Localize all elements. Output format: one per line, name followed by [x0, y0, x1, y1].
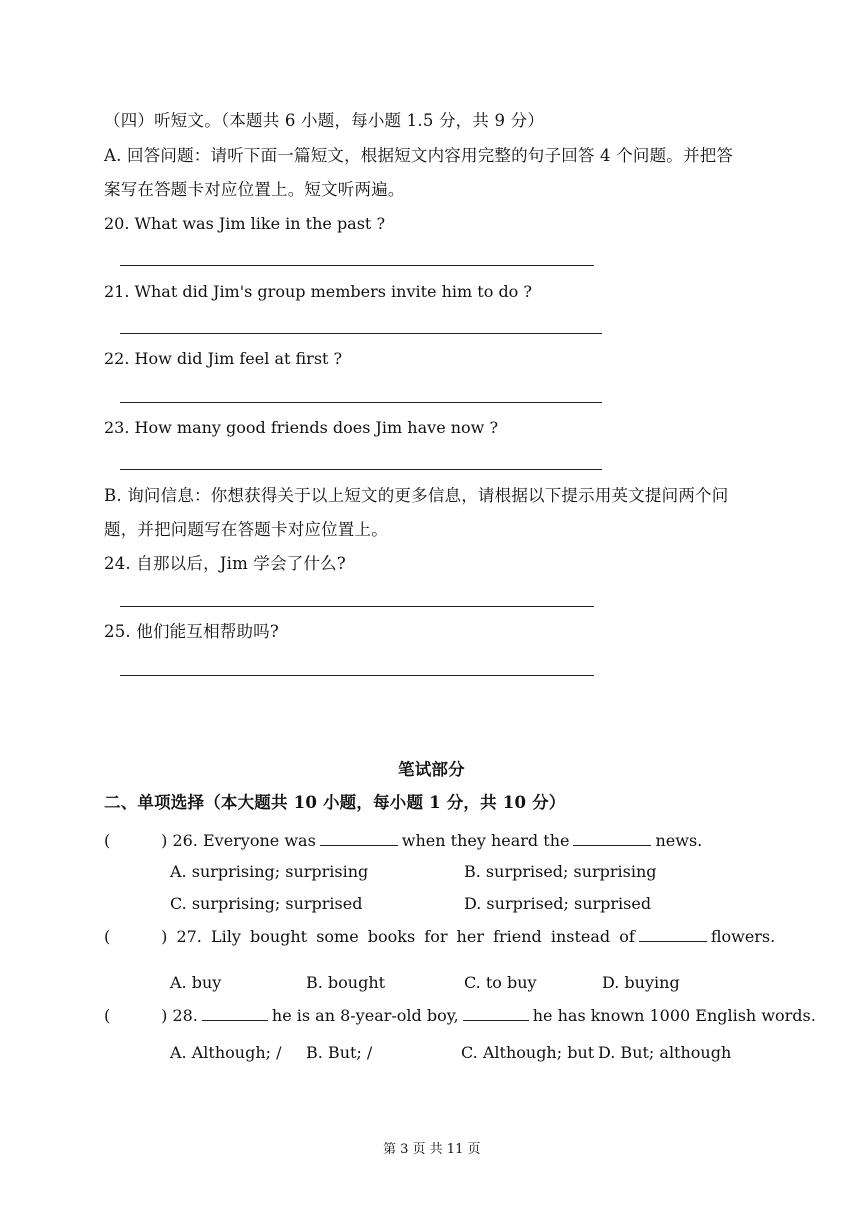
answer-line-20 — [120, 265, 594, 266]
question-text: news. — [655, 831, 703, 850]
answer-line-23 — [120, 469, 602, 470]
page-footer: 第 3 页 共 11 页 — [383, 1142, 481, 1157]
option-d: D. buying — [602, 973, 680, 992]
question-text: 27. Lily bought some books for her friend instead of — [176, 927, 635, 946]
section-heading: （四）听短文。（本题共 6 小题，每小题 1.5 分，共 9 分） — [104, 111, 545, 130]
answer-bracket[interactable]: ( ) — [104, 927, 168, 946]
option-d: D. But; although — [598, 1043, 732, 1062]
option-a: A. surprising; surprising — [170, 862, 369, 881]
answer-line-22 — [120, 402, 602, 403]
option-b: B. But; / — [306, 1043, 373, 1062]
prompt-25: 25. 他们能互相帮助吗? — [104, 622, 279, 641]
part-b-instruction-line2: 题，并把问题写在答题卡对应位置上。 — [104, 520, 388, 539]
fill-blank — [639, 927, 707, 942]
part-a-instruction-line1: A. 回答问题：请听下面一篇短文，根据短文内容用完整的句子回答 4 个问题。并把答 — [104, 146, 734, 165]
answer-line-21 — [120, 333, 602, 334]
answer-line-25 — [120, 675, 594, 676]
fill-blank — [573, 831, 651, 846]
answer-bracket[interactable]: ( ) — [104, 1006, 168, 1025]
answer-line-24 — [120, 606, 594, 607]
option-c: C. surprising; surprised — [170, 894, 363, 913]
option-b: B. surprised; surprising — [464, 862, 657, 881]
question-text: he is an 8-year-old boy, — [271, 1006, 459, 1025]
question-22: 22. How did Jim feel at first ? — [104, 349, 343, 368]
question-23: 23. How many good friends does Jim have now ? — [104, 418, 499, 437]
fill-blank — [202, 1006, 268, 1021]
question-26 — [104, 830, 702, 852]
fill-blank — [463, 1006, 529, 1021]
written-part-title: 笔试部分 — [398, 760, 465, 779]
option-d: D. surprised; surprised — [464, 894, 652, 913]
question-20: 20. What was Jim like in the past ? — [104, 214, 386, 233]
question-21: 21. What did Jim's group members invite him to do ? — [104, 282, 532, 301]
question-28 — [104, 1005, 816, 1027]
part-b-instruction-line1: B. 询问信息：你想获得关于以上短文的更多信息，请根据以下提示用英文提问两个问 — [104, 486, 729, 505]
question-text: when they heard the — [401, 831, 570, 850]
option-b: B. bought — [306, 973, 386, 992]
question-text: flowers. — [710, 927, 776, 946]
question-text: 26. Everyone was — [172, 831, 316, 850]
option-c: C. to buy — [464, 973, 537, 992]
fill-blank — [320, 831, 398, 846]
section-2-heading: 二、单项选择（本大题共 10 小题，每小题 1 分，共 10 分） — [104, 793, 566, 812]
prompt-24: 24. 自那以后，Jim 学会了什么? — [104, 554, 346, 573]
option-c: C. Although; but — [461, 1043, 595, 1062]
option-a: A. buy — [170, 973, 222, 992]
part-a-instruction-line2: 案写在答题卡对应位置上。短文听两遍。 — [104, 180, 405, 199]
answer-bracket[interactable]: ( ) — [104, 831, 168, 850]
question-text: he has known 1000 English words. — [532, 1006, 816, 1025]
question-text: 28. — [172, 1006, 198, 1025]
question-27 — [104, 926, 775, 948]
option-a: A. Although; / — [170, 1043, 282, 1062]
